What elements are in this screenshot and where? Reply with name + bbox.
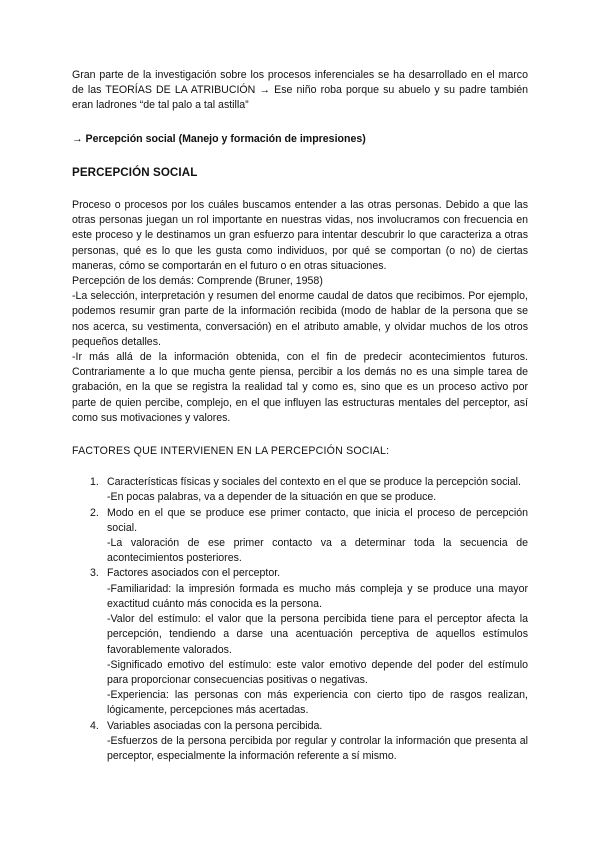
factor-number: 1. xyxy=(90,476,99,489)
document-body xyxy=(72,68,528,764)
section-link-heading: → Percepción social (Manejo y formación de impresiones) xyxy=(72,132,366,145)
factor-line: Variables asociadas con la persona percibida. xyxy=(107,719,323,732)
factor-line: -Experiencia: las personas con más experiencia con cierto tipo de rasgos realizan, lógicamente, percepciones más acertadas. xyxy=(107,689,528,717)
factor-number: 3. xyxy=(90,567,99,580)
factor-line: Características físicas y sociales del contexto en el que se produce la percepción social. xyxy=(107,476,521,489)
factor-line: Factores asociados con el perceptor. xyxy=(107,567,281,580)
factor-number: 2. xyxy=(90,506,99,519)
factor-line: -La valoración de ese primer contacto va a determinar toda la secuencia de acontecimientos posteriores. xyxy=(107,537,528,565)
section-title: PERCEPCIÓN SOCIAL xyxy=(72,165,198,179)
beyond-info-paragraph: -Ir más allá de la información obtenida, con el fin de predecir acontecimientos futuros. Contrariamente a lo que mucha gente piensa, percibir a los demás no es una simple tarea de grabación, en la que se registra la realidad tal y como es, sino que es un proceso activo por parte de quien percibe, complejo, en el que influyen las estructuras mentales del perceptor, así como sus motivaciones y valores. xyxy=(72,351,528,424)
factor-item xyxy=(72,506,528,567)
factor-item xyxy=(72,719,528,765)
factors-heading: FACTORES QUE INTERVIENEN EN LA PERCEPCIÓN SOCIAL: xyxy=(72,445,390,458)
selection-paragraph: -La selección, interpretación y resumen del enorme caudal de datos que recibimos. Por ejemplo, podemos resumir gran parte de la información recibida (modo de hablar de la persona que se nos acerca, su vestimenta, conversación) en el atributo amable, y olvidar muchos de los otros pequeños detalles. xyxy=(72,290,528,348)
bruner-paragraph: Percepción de los demás: Comprende (Bruner, 1958) xyxy=(72,275,323,288)
factor-line: -En pocas palabras, va a depender de la situación en que se produce. xyxy=(107,491,437,504)
definition-paragraph: Proceso o procesos por los cuáles buscamos entender a las otras personas. Debido a que las otras personas juegan un rol importante en nuestras vidas, nos involucramos con frecuencia en este proceso y le destinamos un gran esfuerzo para intentar descubrir lo que caracteriza a otras personas, qué es lo que les gusta como individuos, por qué se comportan (o no) de ciertas maneras, cómo se comportarán en el futuro o en otras situaciones. xyxy=(72,199,528,272)
intro-paragraph: Gran parte de la investigación sobre los procesos inferenciales se ha desarrollado en el marco de las TEORÍAS DE LA ATRIBUCIÓN → Ese niño roba porque su abuelo y su padre también eran ladrones “de tal palo a tal astilla” xyxy=(72,69,528,112)
factor-line: -Valor del estímulo: el valor que la persona percibida tiene para el perceptor afecta la percepción, tendiendo a darse una acentuación perceptiva de aquellos estímulos favorablemente valorados. xyxy=(107,613,528,656)
factor-line: Modo en el que se produce ese primer contacto, que inicia el proceso de percepción social. xyxy=(107,506,528,534)
factor-item xyxy=(72,475,528,505)
factor-line: -Familiaridad: la impresión formada es mucho más compleja y se produce una mayor exactitud cuánto más conocida es la persona. xyxy=(107,582,528,610)
factor-line: -Esfuerzos de la persona percibida por regular y controlar la información que presenta al perceptor, especialmente la información referente a sí mismo. xyxy=(107,734,528,762)
factor-line: -Significado emotivo del estímulo: este valor emotivo depende del poder del estímulo para proporcionar consecuencias positivas o negativas. xyxy=(107,658,528,686)
factor-number: 4. xyxy=(90,719,99,732)
factor-item xyxy=(72,566,528,718)
factors-list xyxy=(72,475,528,764)
